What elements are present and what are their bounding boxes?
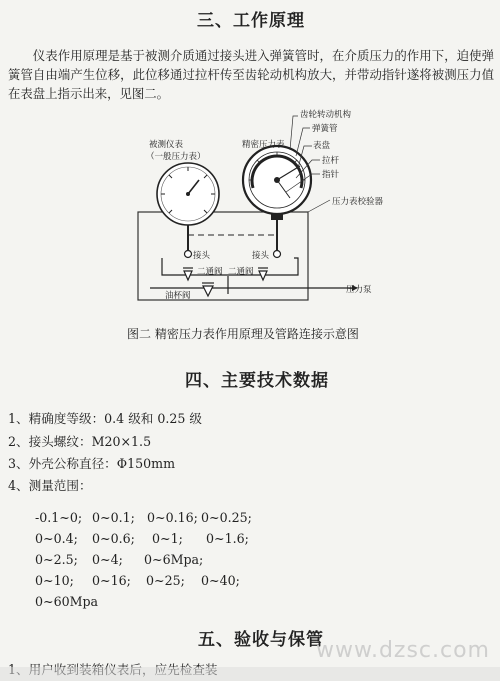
precision-gauge [243,146,311,250]
watermark: www.dzsc.com [315,638,490,663]
range-value: 0~4; [92,552,123,567]
label-two-way-valve-right: 二通阀 [228,267,254,277]
range-value: 0~6Mpa; [144,552,204,567]
label-pull-rod: 拉杆 [322,156,340,166]
calibrator-frame [138,212,308,300]
label-joint-left: 接头 [193,251,211,261]
spec-item-2: 2、接头螺纹：M20×1.5 [8,434,152,449]
section-3-title: 三、工作原理 [197,11,305,31]
section-4-title: 四、主要技术数据 [185,371,329,391]
tested-gauge [157,163,219,250]
spec-item-4: 4、测量范围： [8,478,92,493]
principle-paragraph: 仪表作用原理是基于被测介质通过接头进入弹簧管时，在介质压力的作用下，迫使弹簧管自由端产生位移，此位移通过拉杆传至齿轮动机构放大，并带动指针遂将被测压力值在表盘上指示出来，见图二。 [8,48,494,101]
range-value: 0~10; [35,573,74,588]
label-spring-tube: 弹簧管 [312,124,338,134]
range-value: 0~16; [92,573,131,588]
label-oil-cup-valve: 油杯阀 [165,291,191,301]
label-pressure-pump: 压力泵 [346,285,372,295]
spec-item-1: 1、精确度等级：0.4 级和 0.25 级 [8,411,203,426]
range-value: 0~0.25; [201,510,252,525]
label-two-way-valve-left: 二通阀 [197,267,223,277]
section-5-title: 五、验收与保管 [198,630,324,650]
range-value: 0~25; [146,573,185,588]
figure-caption: 图二 精密压力表作用原理及管路连接示意图 [127,327,359,341]
range-value: 0~1; [152,531,183,546]
label-pointer: 指针 [322,170,340,180]
range-value: 0~2.5; [35,552,78,567]
range-value: 0~60Mpa [35,594,99,609]
label-tested-gauge: 被测仪表 [149,140,184,150]
watermark-band [0,667,500,681]
range-value: 0~40; [201,573,240,588]
label-dial: 表盘 [313,141,331,151]
range-value: 0~1.6; [206,531,249,546]
label-joint-right: 接头 [252,251,270,261]
range-value: 0~0.6; [92,531,135,546]
label-calibrator: 压力表校验器 [332,197,384,207]
label-precision-gauge: 精密压力表 [242,140,285,150]
range-value: 0~0.4; [35,531,78,546]
range-value: 0~0.16; [147,510,198,525]
label-tested-gauge-sub: （一般压力表） [146,152,206,162]
range-value: 0~0.1; [92,510,135,525]
label-gear-mechanism: 齿轮转动机构 [300,110,352,120]
spec-item-3: 3、外壳公称直径：Φ150mm [8,456,176,471]
range-value: -0.1~0; [35,510,83,525]
